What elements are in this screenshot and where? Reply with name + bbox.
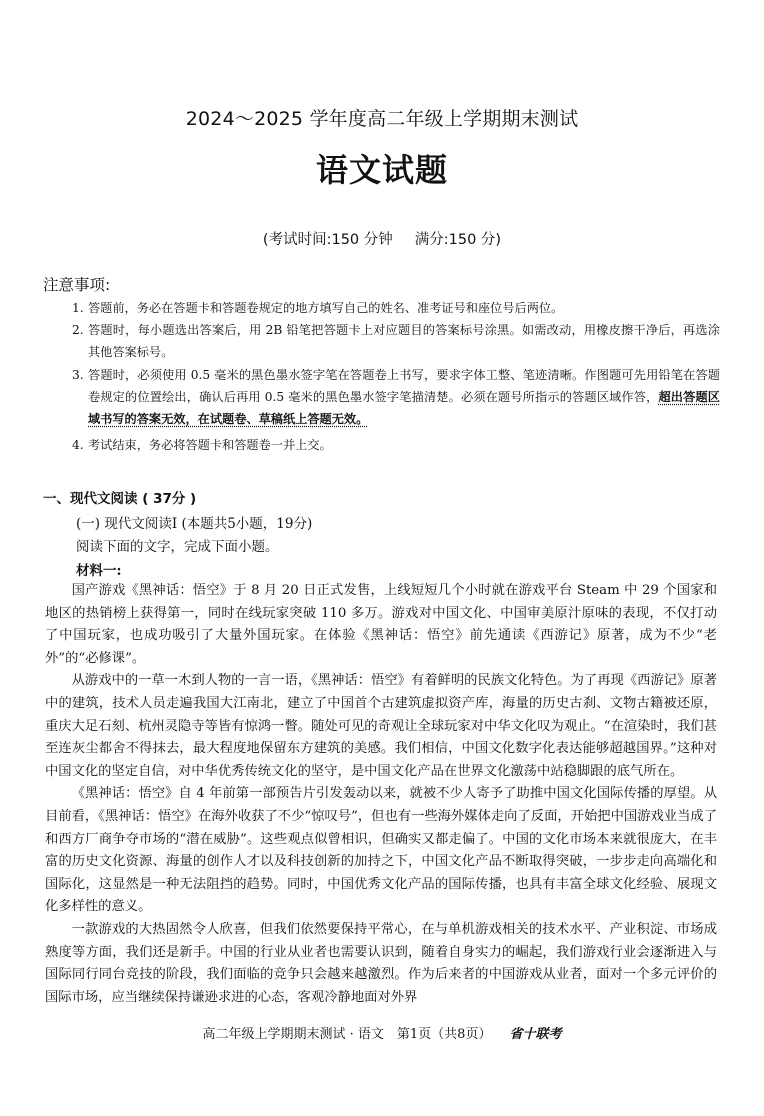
notice-item-text: 答题时，必须使用 0.5 毫米的黑色墨水签字笔在答题卷上书写，要求字体工整、笔迹清晰。作图题可先用铅笔在答题卷规定的位置绘出，确认后再用 0.5 毫米的黑色墨水签字笔描清楚。必须在题号所指示的答题区域作答， — [88, 367, 720, 404]
notice-item-text: 答题前，务必在答题卡和答题卷规定的地方填写自己的姓名、准考证号和座位号后两位。 — [88, 301, 564, 315]
material-body — [45, 580, 717, 1009]
page-footer — [0, 1023, 764, 1042]
paragraph: 从游戏中的一草一木到人物的一言一语，《黑神话：悟空》有着鲜明的民族文化特色。为了再现《西游记》原著中的建筑，技术人员走遍我国大江南北，建立了中国首个古建筑虚拟资产库，海量的历史古刹、文物古籍被还原，重庆大足石刻、杭州灵隐寺等皆有惊鸿一瞥。随处可见的奇观让全球玩家对中华文化叹为观止。“在渲染时，我们甚至连灰尘都舍不得抹去，最大程度地保留东方建筑的美感。我们相信，中国文化数字化表达能够超越国界。”这种对中国文化的坚定自信，对中华优秀传统文化的坚守，是中国文化产品在世界文化激荡中站稳脚跟的底气所在。 — [45, 673, 717, 779]
footer-brand: 省十联考 — [509, 1027, 562, 1042]
paragraph: 《黑神话：悟空》自 4 年前第一部预告片引发轰动以来，就被不少人寄予了助推中国文化国际传播的厚望。从目前看，《黑神话：悟空》在海外收获了不少“惊叹号”，但也有一些海外媒体走向了反面，开始把中国游戏业当成了和西方厂商争夺市场的“潜在威胁”。这些观点似曾相识，但确实又都走偏了。中国的文化市场本来就很庞大，在丰富的历史文化资源、海量的创作人才以及科技创新的加持之下，中国文化产品不断取得突破，一步步走向高端化和国际化，这显然是一种无法阻挡的趋势。同时，中国优秀文化产品的国际传播，也具有丰富全球文化经验、展现文化多样性的意义。 — [45, 786, 717, 915]
notice-item-number: 1. — [72, 301, 84, 315]
material-label: 材料一: — [76, 563, 122, 579]
paragraph: 一款游戏的大热固然令人欣喜，但我们依然要保持平常心，在与单机游戏相关的技术水平、产业积淀、市场成熟度等方面，我们还是新手。中国的行业从业者也需要认识到，随着自身实力的崛起，我们游戏行业会逐渐进入与国际同行同台竞技的阶段，我们面临的竞争只会越来越激烈。作为后来者的中国游戏从业者，面对一个多元评价的国际市场，应当继续保持谦逊求进的心态，客观冷静地面对外界 — [45, 921, 717, 1005]
reading-instruction: 阅读下面的文字，完成下面小题。 — [76, 539, 279, 555]
notice-title: 注意事项: — [43, 276, 111, 294]
footer-text: 高二年级上学期期末测试 · 语文 第1页（共8页） — [202, 1027, 492, 1042]
notice-item — [72, 319, 720, 363]
notice-item-text: 考试结束，务必将答题卡和答题卷一并上交。 — [88, 438, 332, 453]
exam-title: 2024～2025 学年度高二年级上学期期末测试 — [185, 108, 579, 130]
notice-item — [72, 297, 720, 319]
subsection-title: (一) 现代文阅读Ⅰ (本题共5小题，19分) — [76, 516, 313, 532]
notice-item — [72, 364, 720, 431]
notice-item-text-wrap — [88, 364, 720, 431]
exam-info — [0, 228, 764, 249]
notice-item-text: 答题时，每小题选出答案后，用 2B 铅笔把答题卡上对应题目的答案标号涂黑。如需改动，用橡皮擦干净后，再选涂其他答案标号。 — [88, 323, 720, 360]
notice-item — [72, 434, 720, 456]
notice-item-number: 4. — [72, 438, 84, 453]
notice-list — [72, 297, 720, 456]
section-title: 一、现代文阅读 ( 37分 ) — [43, 491, 197, 507]
full-score: 满分:150 分) — [414, 232, 502, 248]
notice-item-number: 3. — [72, 367, 84, 382]
paragraph: 国产游戏《黑神话：悟空》于 8 月 20 日正式发售，上线短短几个小时就在游戏平台 Steam 中 29 个国家和地区的热销榜上获得第一，同时在线玩家突破 110 多万。游戏对中国文化、中国审美原汁原味的表现，不仅打动了中国玩家，也成功吸引了大量外国玩家。在体验《黑神话：悟空》前先通读《西游记》原著，成为不少“老外”的“必修课”。 — [45, 583, 717, 666]
exam-time: (考试时间:150 分钟 — [262, 232, 393, 248]
notice-emphasis: 超出答题区域书写的答案无效，在试题卷、草稿纸上答题无效。 — [88, 389, 720, 427]
subject-title: 语文试题 — [315, 151, 448, 189]
notice-item-number: 2. — [72, 323, 84, 338]
